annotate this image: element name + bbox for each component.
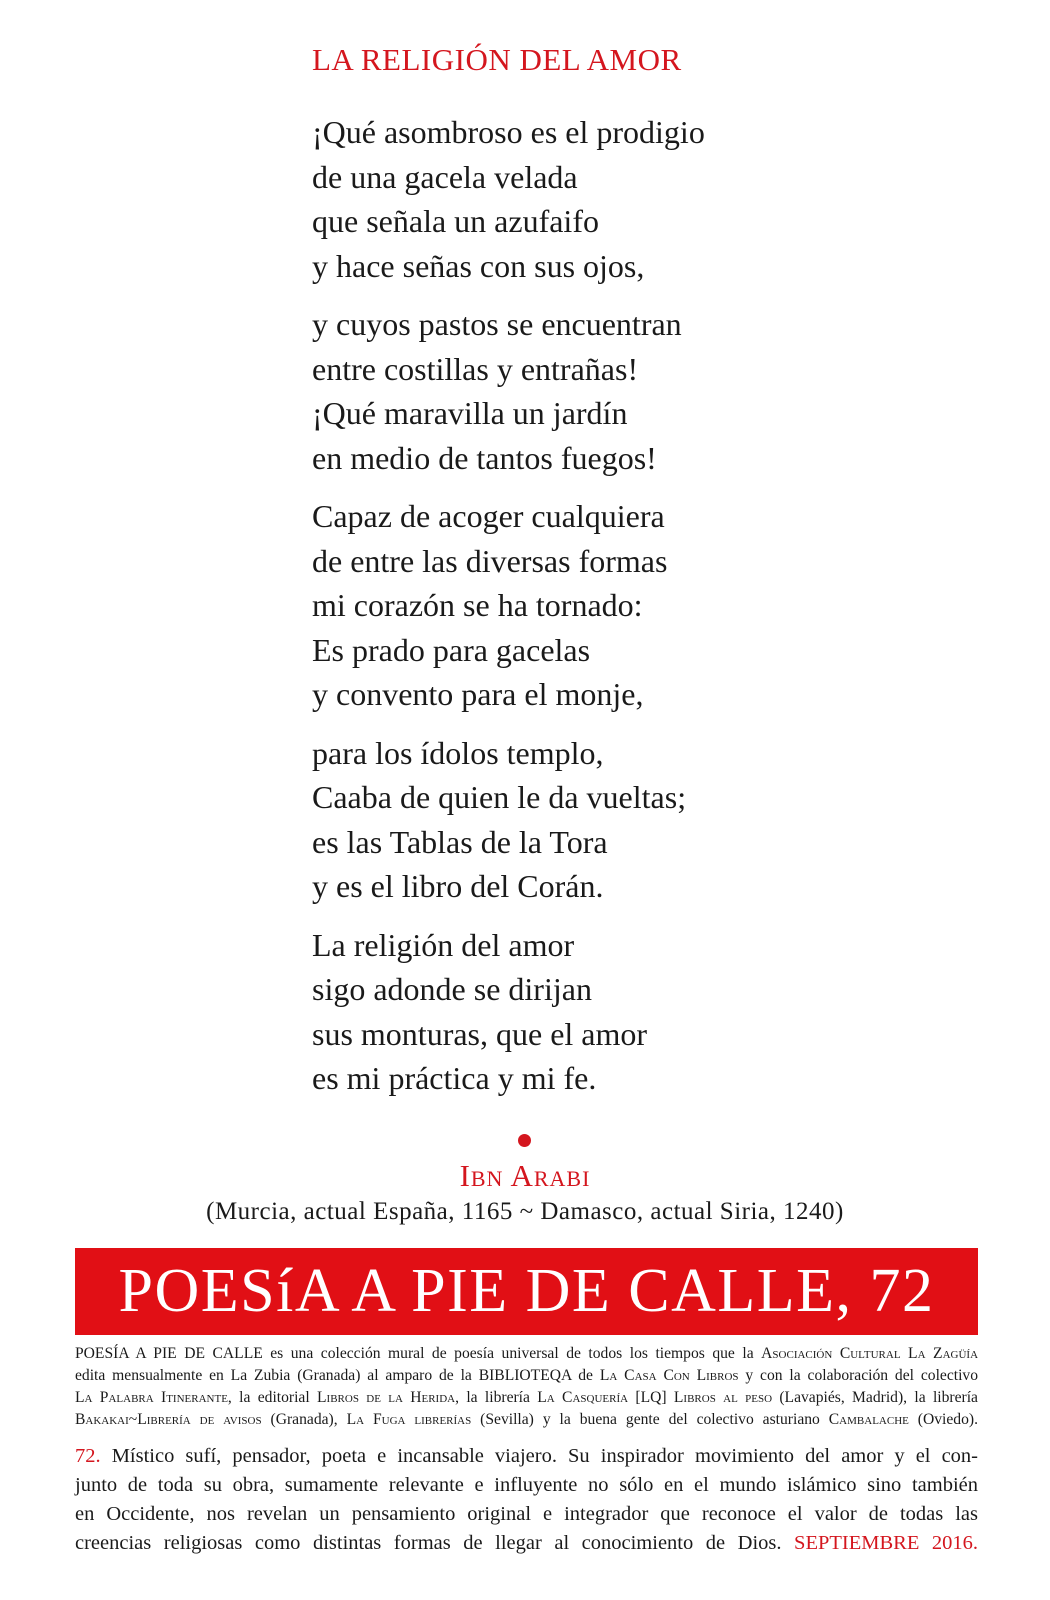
stanza (312, 302, 962, 480)
issue-date: SEPTIEMBRE 2016. (794, 1532, 978, 1554)
colophon-line (75, 1365, 978, 1387)
verse: y hace señas con sus ojos, (312, 247, 645, 284)
verse: Capaz de acoger cualquiera (312, 498, 665, 534)
verse: y es el libro del Corán. (312, 868, 604, 904)
verse: y convento para el monje, (312, 676, 644, 712)
stanza (312, 110, 962, 288)
verse: Es prado para gacelas (312, 631, 591, 668)
verse: de entre las diversas formas (312, 542, 668, 579)
colophon-org: La Casquería [LQ] Libros al peso (537, 1389, 773, 1406)
series-banner-text: POESíA A PIE DE CALLE, 72 (118, 1257, 935, 1325)
colophon-text: (Granada), (261, 1411, 347, 1428)
colophon-org: La Casa Con Libros (599, 1367, 739, 1384)
colophon-text: , la editorial (227, 1389, 318, 1406)
colophon-org: La Palabra Itinerante (75, 1389, 228, 1406)
colophon-text: , la librería (455, 1389, 538, 1406)
verse: de una gacela velada (312, 158, 578, 195)
colophon-text: (Sevilla) y la buena gente del colectivo asturiano (471, 1411, 829, 1428)
red-dot-ornament (518, 1134, 531, 1147)
colophon-org: La Fuga librerías (346, 1411, 472, 1428)
colophon-org: Bakakai~Librería de avisos (75, 1411, 262, 1428)
poem-body (312, 110, 962, 1115)
verse: y cuyos pastos se encuentran (312, 306, 682, 342)
verse: en medio de tantos fuegos! (312, 439, 657, 476)
colophon-line (75, 1387, 978, 1409)
author-dates: (Murcia, actual España, 1165 ~ Damasco, actual Siria, 1240) (206, 1198, 844, 1225)
colophon-text: (Lavapiés, Madrid), la librería (772, 1389, 978, 1406)
colophon-text: edita mensualmente en La Zubia (Granada) al amparo de la BIBLIOTEQA de (75, 1367, 600, 1384)
verse: para los ídolos templo, (312, 734, 604, 771)
verse: ¡Qué asombroso es el prodigio (312, 114, 705, 150)
colophon-line (75, 1409, 978, 1431)
colophon (75, 1343, 978, 1431)
colophon-org: Cambalache (828, 1411, 909, 1428)
stanza (312, 731, 962, 909)
colophon-text: (Oviedo). (908, 1411, 978, 1428)
bio-line (75, 1471, 978, 1500)
verse: La religión del amor (312, 926, 575, 963)
series-banner (75, 1248, 978, 1335)
bio-text: junto de toda su obra, sumamente relevante e influyente no sólo en el mundo islámico sino también (75, 1474, 978, 1496)
colophon-org: Libros de la Herida (317, 1389, 456, 1406)
bio-line (75, 1442, 978, 1471)
colophon-text: y con la colaboración del colectivo (738, 1367, 978, 1384)
verse: es las Tablas de la Tora (312, 823, 608, 860)
colophon-text: POESÍA A PIE DE CALLE es una colección mural de poesía universal de todos los tiempos que la (75, 1345, 762, 1362)
bio-text: Místico sufí, pensador, poeta e incansable viajero. Su inspirador movimiento del amor y el con- (100, 1445, 978, 1467)
verse: ¡Qué maravilla un jardín (312, 395, 628, 431)
verse: sigo adonde se dirijan (312, 971, 592, 1007)
bio-text: creencias religiosas como distintas formas de llegar al conocimiento de Dios. (75, 1532, 795, 1554)
verse: sus monturas, que el amor (312, 1015, 648, 1052)
poem-title: LA RELIGIÓN DEL AMOR (312, 42, 682, 77)
colophon-line (75, 1343, 978, 1365)
verse: entre costillas y entrañas! (312, 350, 639, 387)
verse: que señala un azufaifo (312, 203, 599, 239)
stanza (312, 494, 962, 717)
verse: mi corazón se ha tornado: (312, 587, 643, 623)
stanza (312, 923, 962, 1101)
issue-number: 72. (75, 1445, 101, 1467)
colophon-org: Asociación Cultural La Zagüía (761, 1345, 979, 1362)
bio-text: en Occidente, nos revelan un pensamiento original e integrador que reconoce el valor de todas las (75, 1503, 978, 1525)
bio-line (75, 1529, 978, 1558)
author-name: Ibn Arabi (459, 1158, 591, 1193)
verse: Caaba de quien le da vueltas; (312, 779, 687, 815)
author-bio (75, 1442, 978, 1558)
verse: es mi práctica y mi fe. (312, 1060, 597, 1096)
bio-line (75, 1500, 978, 1529)
